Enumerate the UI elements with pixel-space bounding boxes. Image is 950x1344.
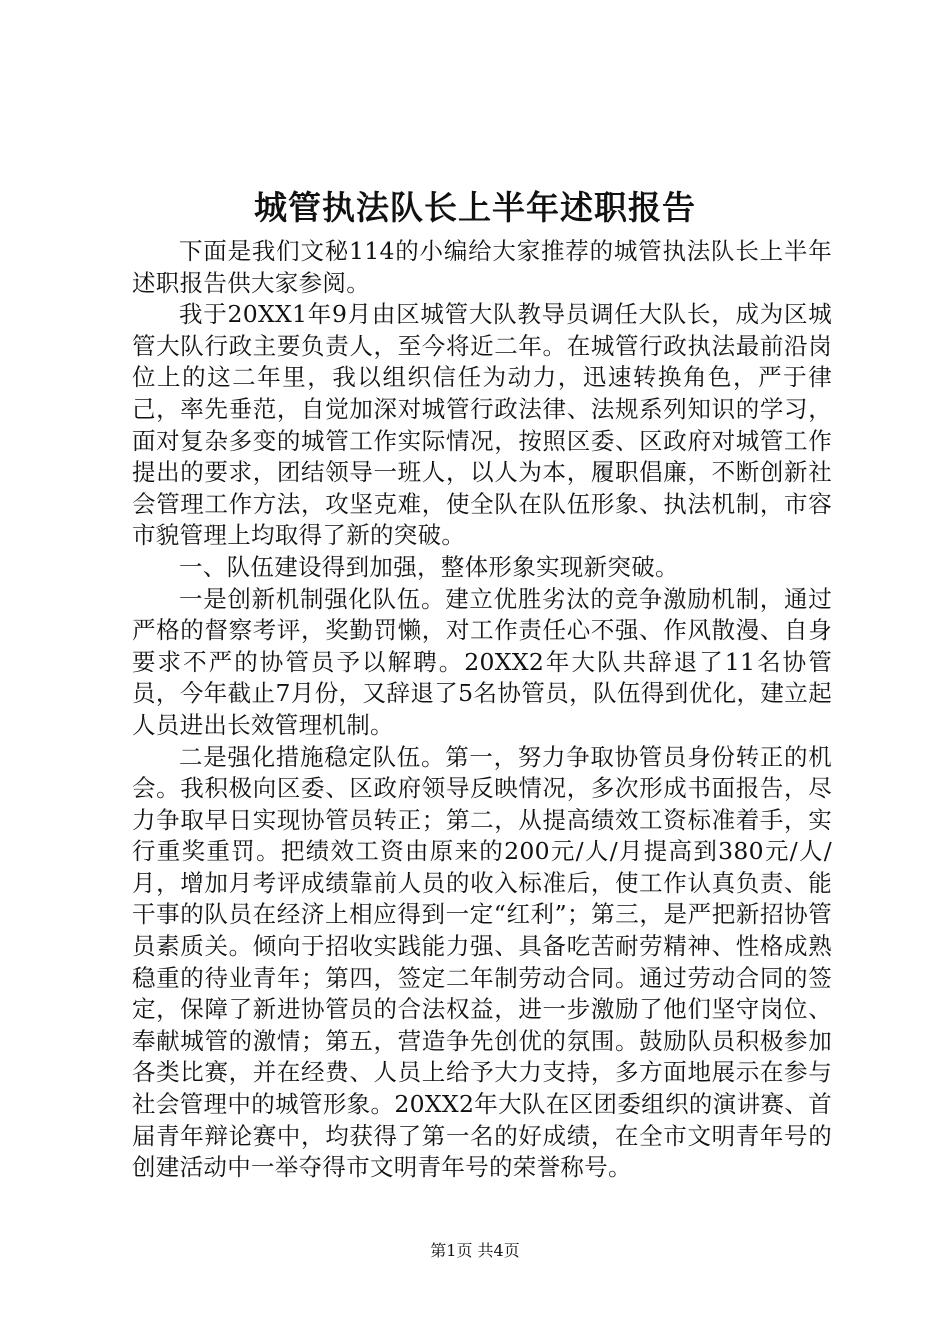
page-footer: 第1页 共4页	[430, 1241, 520, 1260]
paragraph-measures: 二是强化措施稳定队伍。第一，努力争取协管员身份转正的机会。我积极向区委、区政府领导反映情况，多次形成书面报告，尽力争取早日实现协管员转正；第二，从提高绩效工资标准着手，实行重奖重罚。把绩效工资由原来的200元/人/月提高到380元/人/月，增加月考评成绩靠前人员的收入标准后，使工作认真负责、能干事的队员在经济上相应得到一定“红利”；第三，是严把新招协管员素质关。倾向于招收实践能力强、具备吃苦耐劳精神、性格成熟稳重的待业青年；第四，签定二年制劳动合同。通过劳动合同的签定，保障了新进协管员的合法权益，进一步激励了他们坚守岗位、奉献城管的激情；第五，营造争先创优的氛围。鼓励队员积极参加各类比赛，并在经费、人员上给予大力支持，多方面地展示在参与社会管理中的城管形象。20XX2年大队在区团委组织的演讲赛、首届青年辩论赛中，均获得了第一名的好成绩，在全市文明青年号的创建活动中一举夺得市文明青年号的荣誉称号。	[132, 742, 832, 1182]
paragraph-overview: 我于20XX1年9月由区城管大队教导员调任大队长，成为区城管大队行政主要负责人，至今将近二年。在城管行政执法最前沿岗位上的这二年里，我以组织信任为动力，迅速转换角色，严于律己，率先垂范，自觉加深对城管行政法律、法规系列知识的学习，面对复杂多变的城管工作实际情况，按照区委、区政府对城管工作提出的要求，团结领导一班人，以人为本，履职倡廉，不断创新社会管理工作方法，攻坚克难，使全队在队伍形象、执法机制，市容市貌管理上均取得了新的突破。	[132, 300, 832, 550]
section-heading-team-building: 一、队伍建设得到加强，整体形象实现新突破。	[179, 552, 679, 581]
paragraph-intro: 下面是我们文秘114的小编给大家推荐的城管执法队长上半年述职报告供大家参阅。	[132, 237, 832, 297]
document-title: 城管执法队长上半年述职报告	[254, 188, 696, 227]
paragraph-mechanism: 一是创新机制强化队伍。建立优胜劣汰的竞争激励机制，通过严格的督察考评，奖勤罚懒，对工作责任心不强、作风散漫、自身要求不严的协管员予以解聘。20XX2年大队共辞退了11名协管员，今年截止7月份，又辞退了5名协管员，队伍得到优化，建立起人员进出长效管理机制。	[132, 584, 832, 739]
document-body	[132, 236, 832, 1184]
